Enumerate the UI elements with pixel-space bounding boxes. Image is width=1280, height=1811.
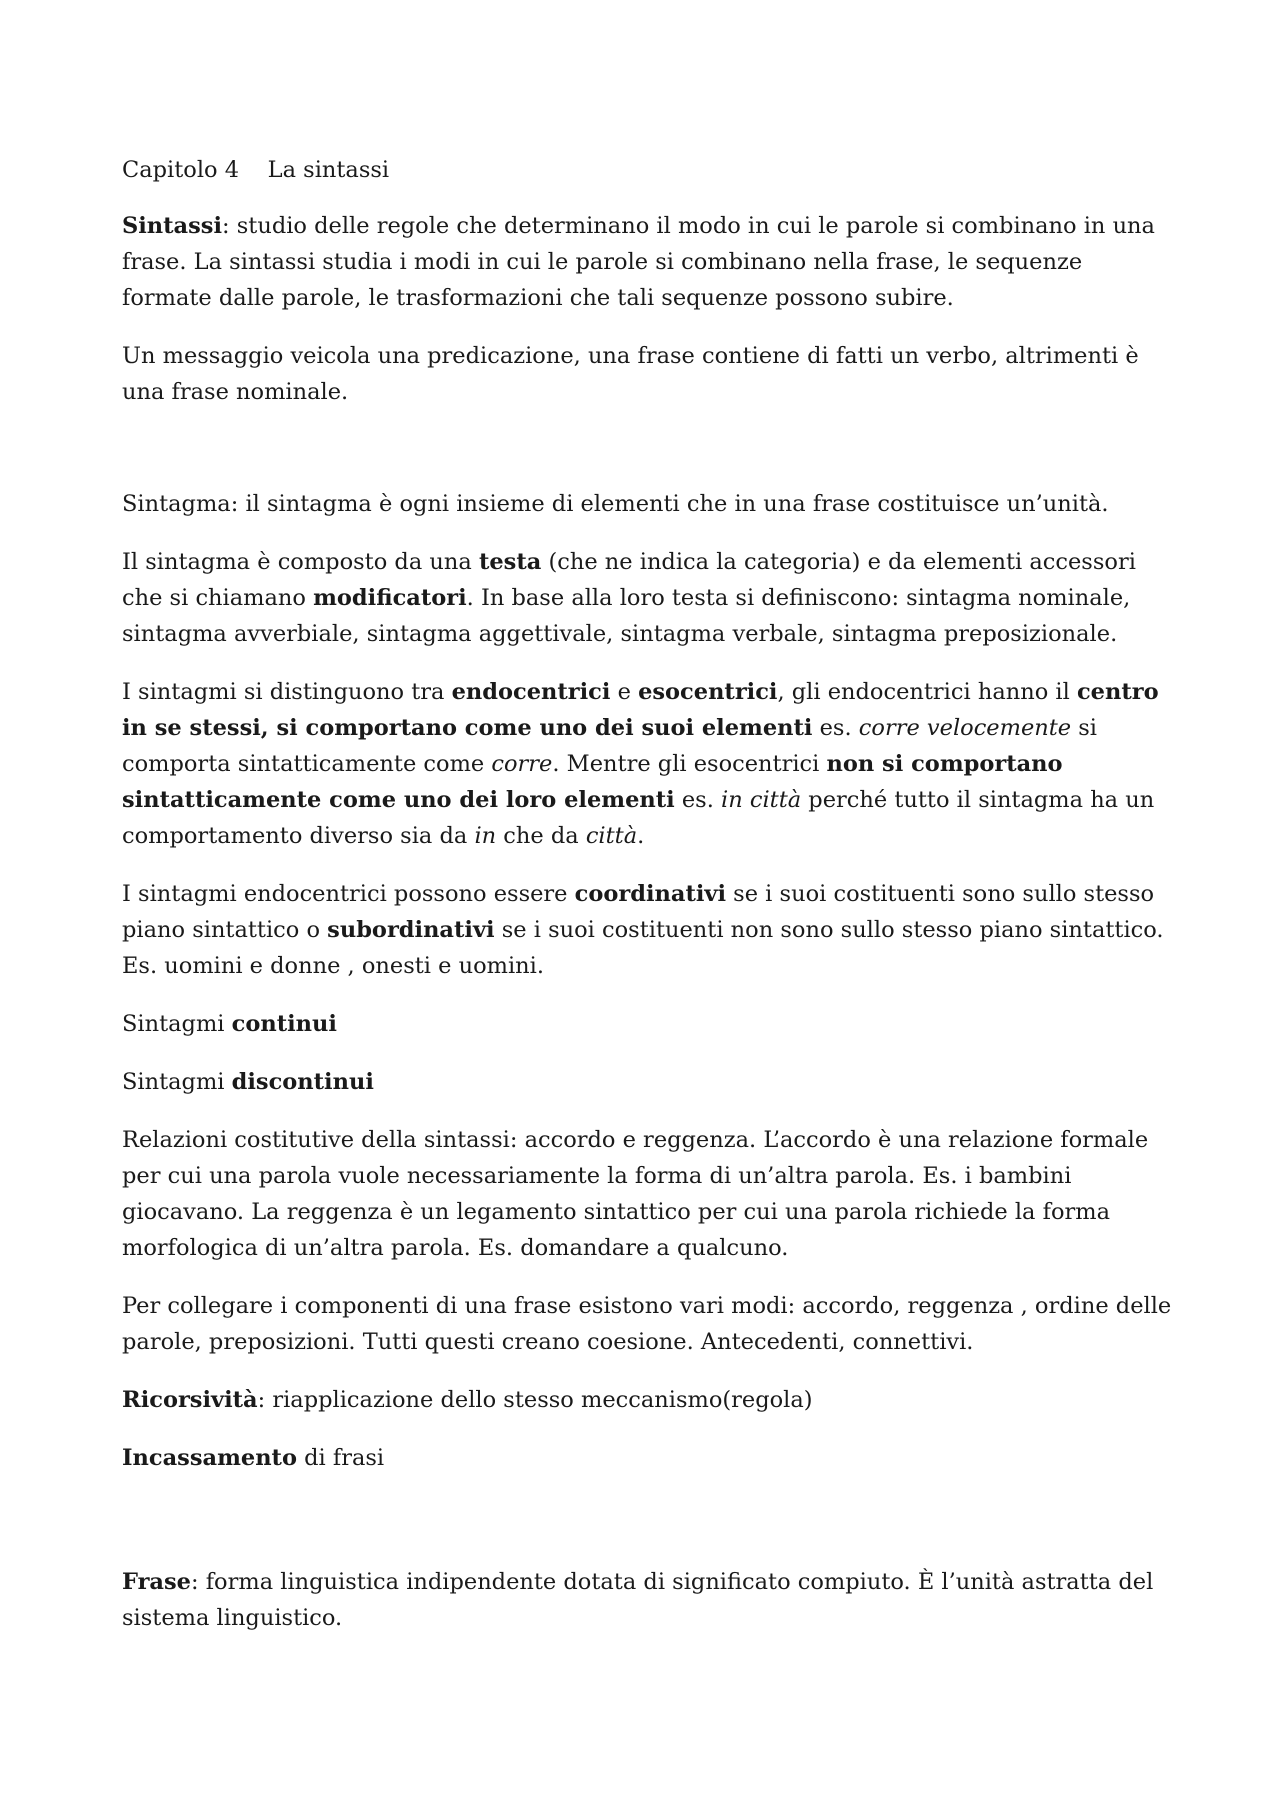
term-modificatori: modificatori (313, 585, 467, 611)
paragraph-endocentrici-esocentrici: I sintagmi si distinguono tra endocentrici e esocentrici, gli endocentrici hanno il centro in se stessi, si comportano come uno dei suoi elementi es. corre velocemente si comporta sintatticamente come corre. Mentre gli esocentrici non si comportano sintatticamente come uno dei loro elementi es. in città perché tutto il sintagma ha un comportamento diverso sia da in che da città. (122, 679, 1159, 849)
term-subordinativi: subordinativi (327, 917, 495, 943)
paragraph-sintagma-definition: Sintagma: il sintagma è ogni insieme di elementi che in una frase costituisce un’unità. (122, 491, 1109, 517)
chapter-heading (122, 152, 1172, 188)
term-testa: testa (478, 549, 542, 575)
paragraph-sintagmi-discontinui: Sintagmi discontinui (122, 1069, 374, 1095)
paragraph-frase: Frase: forma linguistica indipendente dotata di significato compiuto. È l’unità astratta del sistema linguistico. (122, 1569, 1154, 1631)
paragraph-relazioni: Relazioni costitutive della sintassi: accordo e reggenza. L’accordo è una relazione formale per cui una parola vuole necessariamente la forma di un’altra parola. Es. i bambini giocavano. La reggenza è un legamento sintattico per cui una parola richiede la forma morfologica di un’altra parola. Es. domandare a qualcuno. (122, 1127, 1149, 1261)
term-frase: Frase (122, 1569, 191, 1595)
chapter-title: La sintassi (267, 157, 390, 183)
term-coordinativi: coordinativi (574, 881, 727, 907)
paragraph-collegare: Per collegare i componenti di una frase esistono vari modi: accordo, reggenza , ordine delle parole, preposizioni. Tutti questi creano coesione. Antecedenti, connettivi. (122, 1293, 1172, 1355)
chapter-number: Capitolo 4 (122, 157, 240, 183)
paragraph-messaggio: Un messaggio veicola una predicazione, una frase contiene di fatti un verbo, altrimenti è una frase nominale. (122, 343, 1139, 405)
paragraph-incassamento: Incassamento di frasi (122, 1445, 385, 1471)
paragraph-sintagmi-continui: Sintagmi continui (122, 1011, 337, 1037)
term-esocentrici: esocentrici (638, 679, 778, 705)
term-ricorsivita: Ricorsività (122, 1387, 258, 1413)
paragraph-ricorsivita: Ricorsività: riapplicazione dello stesso meccanismo(regola) (122, 1387, 813, 1413)
paragraph-sintassi: Sintassi: studio delle regole che determinano il modo in cui le parole si combinano in una frase. La sintassi studia i modi in cui le parole si combinano nella frase, le sequenze formate dalle parole, le trasformazioni che tali sequenze possono subire. (122, 213, 1155, 311)
term-incassamento: Incassamento (122, 1445, 297, 1471)
term-sintassi: Sintassi (122, 213, 223, 239)
term-discontinui: discontinui (231, 1069, 374, 1095)
paragraph-sintagma-testa: Il sintagma è composto da una testa (che ne indica la categoria) e da elementi accessori che si chiamano modificatori. In base alla loro testa si definiscono: sintagma nominale, sintagma avverbiale, sintagma aggettivale, sintagma verbale, sintagma preposizionale. (122, 549, 1136, 647)
term-continui: continui (231, 1011, 337, 1037)
paragraph-coordinativi-subordinativi: I sintagmi endocentrici possono essere coordinativi se i suoi costituenti sono sullo stesso piano sintattico o subordinativi se i suoi costituenti non sono sullo stesso piano sintattico. Es. uomini e donne , onesti e uomini. (122, 881, 1164, 979)
term-endocentrici: endocentrici (451, 679, 611, 705)
